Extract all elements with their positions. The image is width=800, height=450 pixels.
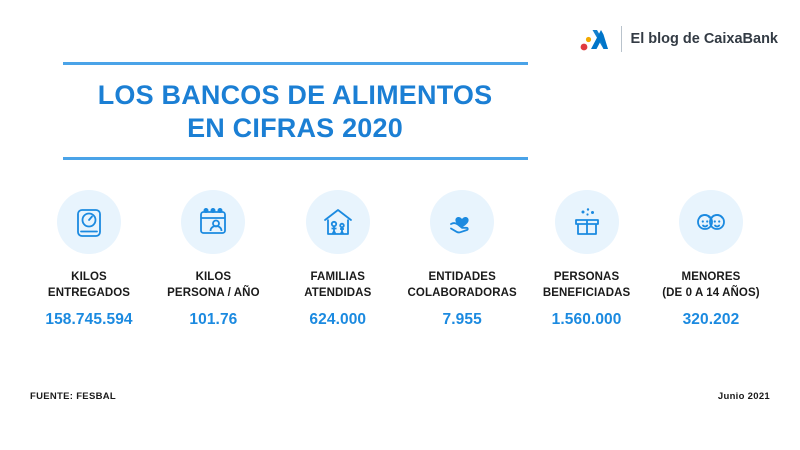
stat-item bbox=[526, 190, 648, 329]
scale-icon bbox=[57, 190, 121, 254]
house-family-icon bbox=[306, 190, 370, 254]
stat-label-line1: PERSONAS bbox=[553, 271, 620, 283]
stat-label-line2: BENEFICIADAS bbox=[542, 286, 631, 299]
page-title-line1: LOS BANCOS DE ALIMENTOS bbox=[97, 80, 493, 110]
caixabank-star-icon bbox=[578, 22, 612, 56]
stat-label bbox=[526, 270, 648, 302]
calendar-person-icon bbox=[181, 190, 245, 254]
date-note: Junio 2021 bbox=[717, 391, 770, 402]
stat-label-line1: ENTIDADES bbox=[428, 271, 496, 283]
stat-label-line2: ENTREGADOS bbox=[47, 286, 131, 299]
stat-item bbox=[28, 190, 150, 329]
hand-heart-icon bbox=[430, 190, 494, 254]
children-faces-icon bbox=[679, 190, 743, 254]
brand-divider bbox=[621, 26, 622, 52]
stat-item bbox=[152, 190, 274, 329]
title-rule-bottom bbox=[63, 157, 528, 160]
header bbox=[0, 62, 800, 160]
stat-label-line2: (DE 0 A 14 AÑOS) bbox=[662, 286, 760, 299]
stat-label bbox=[277, 270, 399, 302]
stats-row bbox=[0, 190, 800, 329]
stat-value: 158.745.594 bbox=[45, 311, 133, 328]
stat-label bbox=[152, 270, 274, 302]
stat-label-line2: COLABORADORAS bbox=[407, 286, 517, 299]
stat-label-line1: KILOS bbox=[71, 271, 107, 283]
page-title bbox=[30, 65, 560, 145]
stat-label-line1: KILOS bbox=[195, 271, 232, 283]
stat-value: 7.955 bbox=[442, 311, 482, 328]
stat-label bbox=[28, 270, 150, 302]
stat-label-line1: MENORES bbox=[681, 271, 741, 283]
stat-value: 320.202 bbox=[682, 311, 740, 328]
brand-lockup bbox=[578, 22, 778, 56]
stat-label bbox=[650, 270, 772, 302]
stat-label-line1: FAMILIAS bbox=[310, 271, 366, 283]
stat-label-line2: ATENDIDAS bbox=[304, 286, 372, 299]
stat-value: 1.560.000 bbox=[551, 311, 622, 328]
stat-value: 624.000 bbox=[309, 311, 367, 328]
page-title-line2: EN CIFRAS 2020 bbox=[187, 112, 403, 143]
stat-item bbox=[650, 190, 772, 329]
stat-value: 101.76 bbox=[189, 311, 238, 328]
title-block bbox=[30, 62, 560, 160]
stat-label-line2: PERSONA / AÑO bbox=[167, 286, 260, 299]
donation-box-icon bbox=[555, 190, 619, 254]
footer bbox=[0, 391, 800, 402]
source-note: FUENTE: FESBAL bbox=[30, 391, 117, 402]
stat-label bbox=[401, 270, 523, 302]
stat-item bbox=[401, 190, 523, 329]
stat-item bbox=[277, 190, 399, 329]
brand-label: El blog de CaixaBank bbox=[630, 31, 778, 47]
